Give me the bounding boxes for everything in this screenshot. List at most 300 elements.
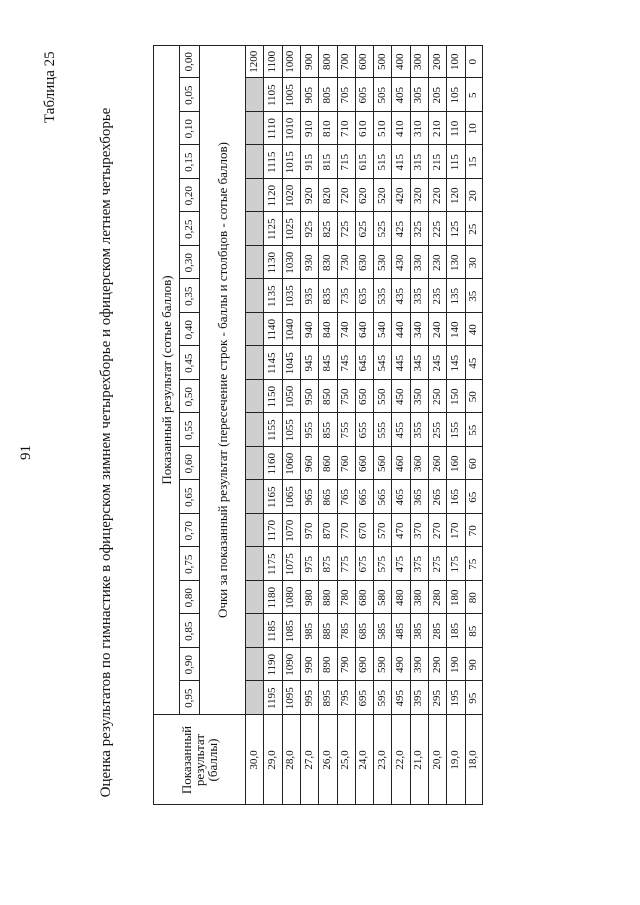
table-cell: 900 — [302, 53, 315, 70]
table-cell: 365 — [412, 489, 425, 506]
grid-line — [179, 647, 199, 648]
table-cell: 1120 — [265, 184, 278, 207]
table-cell: 150 — [449, 388, 462, 405]
table-cell: 495 — [394, 690, 407, 707]
hundredths-cell: 0,85 — [182, 621, 195, 641]
table-cell: 60 — [467, 458, 480, 470]
table-cell: 220 — [430, 187, 443, 204]
hundredths-cell: 0,55 — [182, 420, 195, 440]
table-cell: 170 — [449, 522, 462, 539]
table-cell: 445 — [394, 355, 407, 372]
grid-line — [179, 614, 199, 615]
table-cell: 1100 — [265, 50, 278, 73]
table-cell: 395 — [412, 690, 425, 707]
table-cell: 155 — [449, 422, 462, 439]
row-score: 21,0 — [412, 750, 425, 770]
grid-line — [179, 346, 199, 347]
grid-line — [199, 45, 200, 715]
table-cell: 670 — [357, 522, 370, 539]
table-cell: 480 — [394, 589, 407, 606]
row-score: 18,0 — [467, 750, 480, 770]
grid-line — [179, 312, 199, 313]
table-cell: 1140 — [265, 318, 278, 341]
table-cell: 880 — [320, 589, 333, 606]
table-cell: 680 — [357, 589, 370, 606]
table-cell: 885 — [320, 623, 333, 640]
table-cell: 475 — [394, 556, 407, 573]
table-cell: 300 — [412, 53, 425, 70]
table-cell: 1155 — [265, 419, 278, 442]
table-cell: 305 — [412, 87, 425, 104]
table-cell: 1090 — [284, 653, 297, 676]
table-cell: 45 — [467, 357, 480, 369]
grid-line — [179, 279, 199, 280]
table-cell: 455 — [394, 422, 407, 439]
grid-line — [179, 480, 199, 481]
table-cell: 1045 — [284, 352, 297, 375]
grid-line — [355, 45, 356, 805]
table-cell: 375 — [412, 556, 425, 573]
hundredths-cell: 0,70 — [182, 521, 195, 541]
table-cell: 230 — [430, 254, 443, 271]
table-cell: 675 — [357, 556, 370, 573]
table-cell: 0 — [467, 59, 480, 65]
table-cell: 715 — [339, 154, 352, 171]
table-cell: 65 — [467, 491, 480, 503]
grid-line — [428, 45, 429, 805]
table-cell: 255 — [430, 422, 443, 439]
table-cell — [245, 280, 263, 314]
table-cell: 215 — [430, 154, 443, 171]
table-cell: 260 — [430, 455, 443, 472]
table-cell: 275 — [430, 556, 443, 573]
table-cell: 190 — [449, 656, 462, 673]
table-cell: 1170 — [265, 519, 278, 542]
table-cell: 400 — [394, 53, 407, 70]
hundredths-cell: 0,75 — [182, 554, 195, 574]
table-cell: 95 — [467, 692, 480, 704]
table-cell: 975 — [302, 556, 315, 573]
table-cell — [245, 481, 263, 515]
table-cell: 1115 — [265, 151, 278, 173]
table-cell — [245, 414, 263, 448]
table-cell — [245, 246, 263, 280]
table-cell: 835 — [320, 288, 333, 305]
hundredths-cell: 0,05 — [182, 85, 195, 105]
table-cell — [245, 380, 263, 414]
table-cell — [245, 548, 263, 582]
table-cell: 50 — [467, 391, 480, 403]
grid-line — [245, 45, 246, 805]
table-cell: 145 — [449, 355, 462, 372]
table-cell: 740 — [339, 321, 352, 338]
table-cell: 470 — [394, 522, 407, 539]
table-cell: 1040 — [284, 318, 297, 341]
hundredths-cell: 0,60 — [182, 454, 195, 474]
table-cell: 420 — [394, 187, 407, 204]
grid-line — [179, 580, 199, 581]
table-cell: 935 — [302, 288, 315, 305]
table-cell: 805 — [320, 87, 333, 104]
table-cell: 70 — [467, 525, 480, 537]
table-cell: 120 — [449, 187, 462, 204]
table-cell: 355 — [412, 422, 425, 439]
table-cell: 795 — [339, 690, 352, 707]
table-cell: 830 — [320, 254, 333, 271]
table-cell: 1020 — [284, 184, 297, 207]
table-cell: 655 — [357, 422, 370, 439]
table-cell: 980 — [302, 589, 315, 606]
score-table — [153, 45, 483, 805]
table-cell: 550 — [375, 388, 388, 405]
table-cell: 960 — [302, 455, 315, 472]
table-cell: 40 — [467, 324, 480, 336]
table-cell: 1110 — [265, 118, 278, 140]
table-cell — [245, 146, 263, 180]
table-cell: 440 — [394, 321, 407, 338]
table-cell: 5 — [467, 92, 480, 98]
table-cell: 590 — [375, 656, 388, 673]
row-score: 19,0 — [449, 750, 462, 770]
hundredths-cell: 0,30 — [182, 253, 195, 273]
table-cell: 490 — [394, 656, 407, 673]
table-cell: 1010 — [284, 117, 297, 140]
table-cell: 1025 — [284, 218, 297, 241]
table-cell: 265 — [430, 489, 443, 506]
table-cell: 685 — [357, 623, 370, 640]
table-cell: 745 — [339, 355, 352, 372]
table-cell: 325 — [412, 221, 425, 238]
table-cell: 185 — [449, 623, 462, 640]
table-cell: 535 — [375, 288, 388, 305]
table-cell: 1165 — [265, 486, 278, 509]
table-cell: 270 — [430, 522, 443, 539]
grid-line — [179, 513, 199, 514]
table-cell: 705 — [339, 87, 352, 104]
table-cell: 1195 — [265, 687, 278, 710]
table-cell: 20 — [467, 190, 480, 202]
table-cell: 895 — [320, 690, 333, 707]
grid-line — [282, 45, 283, 805]
table-cell: 1160 — [265, 452, 278, 475]
table-cell — [245, 313, 263, 347]
grid-line — [179, 145, 199, 146]
table-cell: 1015 — [284, 151, 297, 174]
table-cell: 250 — [430, 388, 443, 405]
hundredths-cell: 0,20 — [182, 186, 195, 206]
table-cell: 335 — [412, 288, 425, 305]
table-cell: 370 — [412, 522, 425, 539]
table-cell: 105 — [449, 87, 462, 104]
table-cell: 430 — [394, 254, 407, 271]
table-cell: 725 — [339, 221, 352, 238]
grid-line — [318, 45, 319, 805]
grid-line — [337, 45, 338, 805]
table-title: Оценка результатов по гимнастике в офицерском зимнем четырехборье и офицерском летнем четырехборье — [98, 107, 114, 798]
table-cell: 330 — [412, 254, 425, 271]
table-cell: 625 — [357, 221, 370, 238]
hundredths-cell: 0,95 — [182, 688, 195, 708]
hundredths-cell: 0,00 — [182, 52, 195, 72]
table-cell: 235 — [430, 288, 443, 305]
table-cell: 780 — [339, 589, 352, 606]
hundredths-cell: 0,15 — [182, 152, 195, 172]
table-cell: 1145 — [265, 352, 278, 375]
hundredths-cell: 0,80 — [182, 588, 195, 608]
table-cell: 55 — [467, 424, 480, 436]
row-score: 30,0 — [247, 750, 260, 770]
grid-line — [465, 45, 466, 805]
row-score: 27,0 — [302, 750, 315, 770]
hundredths-cell: 0,65 — [182, 487, 195, 507]
table-cell: 35 — [467, 290, 480, 302]
table-cell: 910 — [302, 120, 315, 137]
table-cell: 1070 — [284, 519, 297, 542]
table-cell: 110 — [449, 120, 462, 137]
table-cell: 775 — [339, 556, 352, 573]
grid-line — [446, 45, 447, 805]
table-cell — [245, 648, 263, 682]
grid-line — [179, 78, 199, 79]
table-cell — [245, 112, 263, 146]
table-cell: 425 — [394, 221, 407, 238]
table-cell: 985 — [302, 623, 315, 640]
table-cell: 410 — [394, 120, 407, 137]
table-cell: 585 — [375, 623, 388, 640]
table-cell: 850 — [320, 388, 333, 405]
table-cell — [245, 514, 263, 548]
table-cell: 1190 — [265, 653, 278, 676]
table-cell: 730 — [339, 254, 352, 271]
table-cell: 1055 — [284, 419, 297, 442]
grid-line — [179, 681, 199, 682]
table-cell: 175 — [449, 556, 462, 573]
table-cell: 290 — [430, 656, 443, 673]
table-cell: 995 — [302, 690, 315, 707]
grid-line — [179, 45, 180, 715]
table-cell: 345 — [412, 355, 425, 372]
grid-line — [179, 111, 199, 112]
table-cell: 520 — [375, 187, 388, 204]
table-cell: 1085 — [284, 620, 297, 643]
table-cell: 1005 — [284, 84, 297, 107]
table-cell: 665 — [357, 489, 370, 506]
grid-line — [179, 379, 199, 380]
table-cell: 85 — [467, 625, 480, 637]
table-cell: 1060 — [284, 452, 297, 475]
table-cell: 1095 — [284, 687, 297, 710]
table-cell: 405 — [394, 87, 407, 104]
table-cell: 970 — [302, 522, 315, 539]
table-cell: 295 — [430, 690, 443, 707]
table-cell: 1175 — [265, 553, 278, 576]
header-hundredths: Показанный результат (сотые баллов) — [158, 275, 174, 485]
grid-line — [410, 45, 411, 805]
hundredths-cell: 0,45 — [182, 353, 195, 373]
table-border — [153, 45, 154, 805]
table-cell: 870 — [320, 522, 333, 539]
table-cell: 555 — [375, 422, 388, 439]
table-label: Таблица 25 — [42, 51, 58, 123]
grid-line — [179, 212, 199, 213]
grid-line — [373, 45, 374, 805]
header-score-points: Показанный результат (баллы) — [178, 725, 220, 795]
table-cell — [245, 79, 263, 113]
table-cell: 800 — [320, 53, 333, 70]
table-cell: 815 — [320, 154, 333, 171]
table-cell: 530 — [375, 254, 388, 271]
table-cell: 735 — [339, 288, 352, 305]
grid-line — [179, 245, 199, 246]
table-cell: 540 — [375, 321, 388, 338]
table-cell: 1130 — [265, 251, 278, 274]
table-cell: 610 — [357, 120, 370, 137]
table-cell: 315 — [412, 154, 425, 171]
table-cell: 285 — [430, 623, 443, 640]
table-cell: 860 — [320, 455, 333, 472]
table-cell: 460 — [394, 455, 407, 472]
table-cell: 575 — [375, 556, 388, 573]
table-cell: 1035 — [284, 285, 297, 308]
grid-line — [300, 45, 301, 805]
table-cell: 340 — [412, 321, 425, 338]
table-cell: 75 — [467, 558, 480, 570]
table-cell: 640 — [357, 321, 370, 338]
table-cell: 525 — [375, 221, 388, 238]
table-cell: 1105 — [265, 84, 278, 107]
table-cell: 1030 — [284, 251, 297, 274]
hundredths-cell: 0,90 — [182, 655, 195, 675]
hundredths-cell: 0,25 — [182, 219, 195, 239]
table-cell: 930 — [302, 254, 315, 271]
table-cell — [245, 447, 263, 481]
table-cell: 615 — [357, 154, 370, 171]
table-cell: 205 — [430, 87, 443, 104]
table-cell: 1150 — [265, 385, 278, 408]
table-cell: 690 — [357, 656, 370, 673]
table-cell: 225 — [430, 221, 443, 238]
table-cell: 280 — [430, 589, 443, 606]
table-cell: 180 — [449, 589, 462, 606]
table-cell: 200 — [430, 53, 443, 70]
table-cell: 30 — [467, 257, 480, 269]
table-cell: 560 — [375, 455, 388, 472]
table-cell: 450 — [394, 388, 407, 405]
table-cell: 360 — [412, 455, 425, 472]
hundredths-cell: 0,50 — [182, 387, 195, 407]
grid-line — [391, 45, 392, 805]
table-border — [482, 45, 483, 805]
table-cell: 320 — [412, 187, 425, 204]
table-cell: 485 — [394, 623, 407, 640]
table-cell: 770 — [339, 522, 352, 539]
row-score: 28,0 — [284, 750, 297, 770]
hundredths-cell: 0,35 — [182, 286, 195, 306]
table-cell: 650 — [357, 388, 370, 405]
table-cell: 140 — [449, 321, 462, 338]
table-cell: 1180 — [265, 586, 278, 609]
table-cell: 500 — [375, 53, 388, 70]
grid-line — [179, 178, 199, 179]
table-cell: 635 — [357, 288, 370, 305]
grid-line — [179, 547, 199, 548]
table-cell: 580 — [375, 589, 388, 606]
table-cell: 25 — [467, 223, 480, 235]
table-cell: 310 — [412, 120, 425, 137]
table-cell: 750 — [339, 388, 352, 405]
table-cell: 925 — [302, 221, 315, 238]
table-cell: 505 — [375, 87, 388, 104]
table-cell: 510 — [375, 120, 388, 137]
table-cell: 865 — [320, 489, 333, 506]
table-cell: 210 — [430, 120, 443, 137]
grid-line — [263, 45, 264, 805]
table-cell: 755 — [339, 422, 352, 439]
header-points-description: Очки за показанный результат (пересечение строк - баллы и столбцов - сотые баллов) — [214, 142, 230, 618]
table-cell — [245, 581, 263, 615]
table-cell: 380 — [412, 589, 425, 606]
table-cell: 720 — [339, 187, 352, 204]
table-cell: 695 — [357, 690, 370, 707]
row-score: 20,0 — [430, 750, 443, 770]
table-cell: 875 — [320, 556, 333, 573]
table-cell: 940 — [302, 321, 315, 338]
table-cell: 245 — [430, 355, 443, 372]
hundredths-cell: 0,40 — [182, 320, 195, 340]
table-cell: 915 — [302, 154, 315, 171]
table-cell: 990 — [302, 656, 315, 673]
table-cell: 620 — [357, 187, 370, 204]
table-cell: 415 — [394, 154, 407, 171]
table-cell: 160 — [449, 455, 462, 472]
table-cell: 390 — [412, 656, 425, 673]
table-cell: 840 — [320, 321, 333, 338]
page-number: 91 — [18, 445, 34, 460]
table-cell: 100 — [449, 53, 462, 70]
table-cell: 165 — [449, 489, 462, 506]
table-cell: 765 — [339, 489, 352, 506]
table-cell: 1065 — [284, 486, 297, 509]
table-cell: 965 — [302, 489, 315, 506]
table-cell: 515 — [375, 154, 388, 171]
table-cell: 1050 — [284, 385, 297, 408]
table-cell: 600 — [357, 53, 370, 70]
table-cell: 80 — [467, 592, 480, 604]
table-cell: 565 — [375, 489, 388, 506]
table-cell — [245, 347, 263, 381]
table-cell: 710 — [339, 120, 352, 137]
table-cell: 605 — [357, 87, 370, 104]
grid-line — [179, 413, 199, 414]
table-cell: 1200 — [247, 50, 260, 73]
table-cell: 1075 — [284, 553, 297, 576]
table-cell: 700 — [339, 53, 352, 70]
table-cell: 465 — [394, 489, 407, 506]
grid-line — [179, 446, 199, 447]
table-cell: 890 — [320, 656, 333, 673]
row-score: 22,0 — [394, 750, 407, 770]
table-cell: 660 — [357, 455, 370, 472]
table-cell: 130 — [449, 254, 462, 271]
table-cell — [245, 179, 263, 213]
table-cell: 810 — [320, 120, 333, 137]
table-cell: 15 — [467, 156, 480, 168]
table-cell: 135 — [449, 288, 462, 305]
table-cell: 385 — [412, 623, 425, 640]
table-cell: 595 — [375, 690, 388, 707]
table-cell — [245, 615, 263, 649]
table-cell: 630 — [357, 254, 370, 271]
